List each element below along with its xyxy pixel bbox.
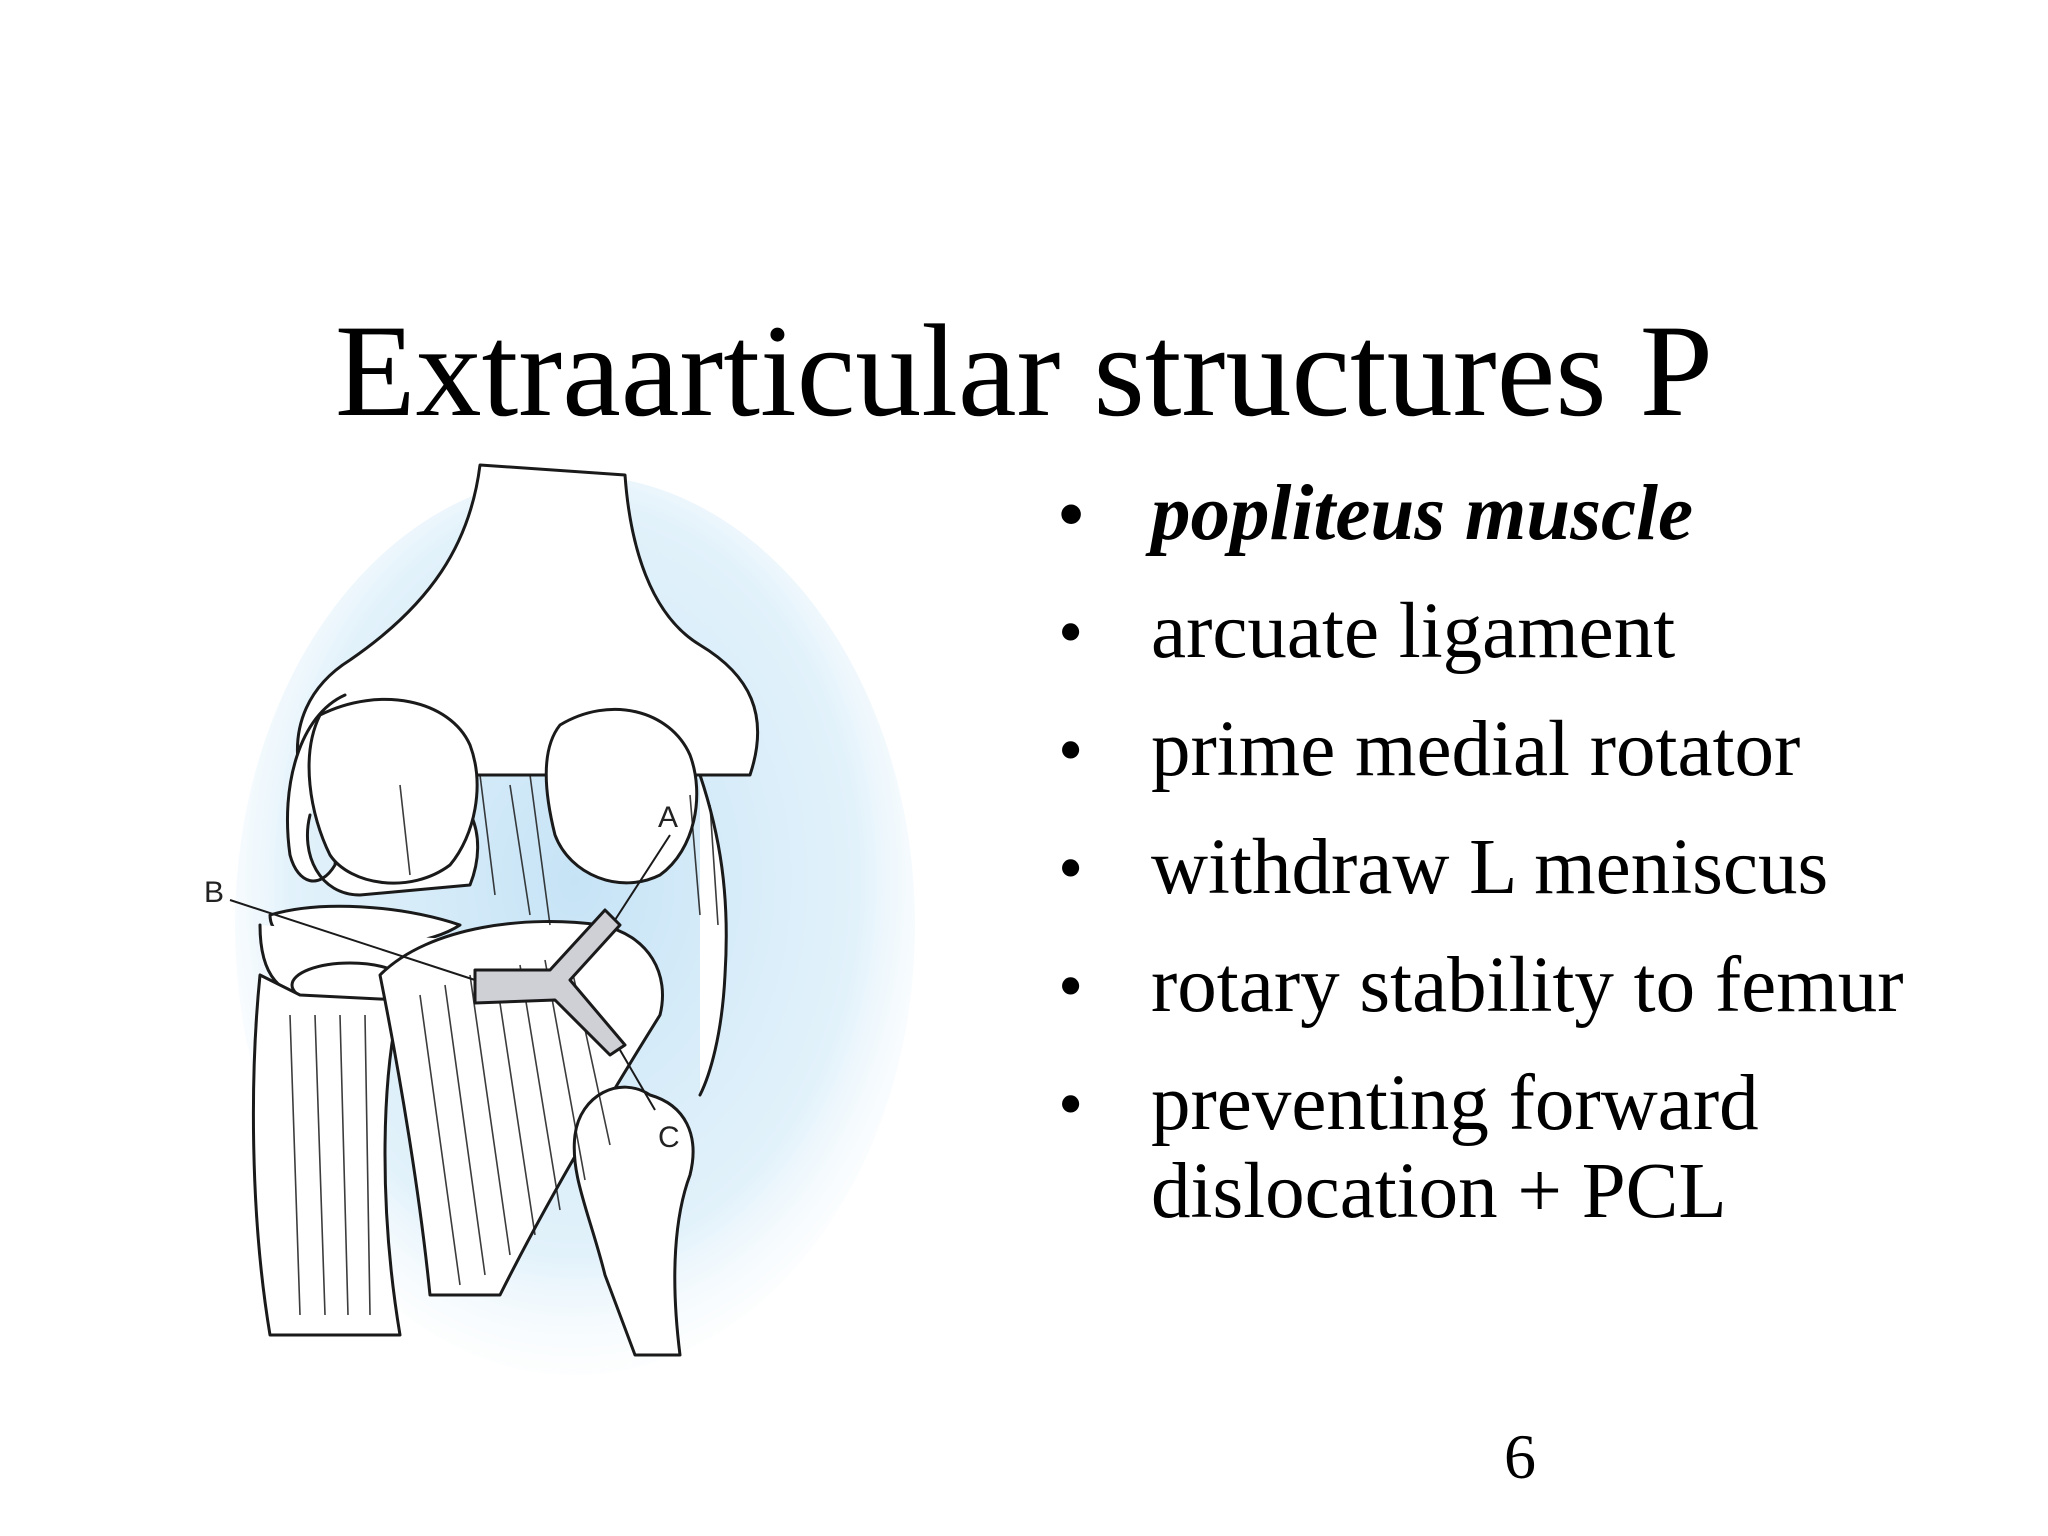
bullet-text: prime medial rotator bbox=[1151, 706, 1801, 793]
bullet-item bbox=[1058, 1060, 1978, 1236]
bullet-text: withdraw L meniscus bbox=[1151, 824, 1829, 911]
slide-title: Extraarticular structures P bbox=[334, 297, 1714, 445]
label-b: B bbox=[204, 876, 225, 909]
bullet-item bbox=[1058, 470, 1978, 558]
bullet-text: rotary stability to femur bbox=[1151, 942, 1904, 1029]
bullet-dot: • bbox=[1058, 1064, 1084, 1144]
page-number: 6 bbox=[1504, 1421, 1536, 1492]
knee-anatomy-illustration bbox=[204, 455, 950, 1385]
condyle-left bbox=[309, 699, 477, 883]
bullet-dot: • bbox=[1058, 474, 1084, 554]
bullet-dot: • bbox=[1058, 592, 1084, 672]
bullet-text: preventing forward dislocation + PCL bbox=[1151, 1060, 1759, 1235]
bullet-dot: • bbox=[1058, 828, 1084, 908]
bullet-text: arcuate ligament bbox=[1151, 588, 1676, 675]
label-a: A bbox=[658, 801, 679, 834]
label-c: C bbox=[658, 1121, 680, 1154]
bullet-item bbox=[1058, 824, 1978, 912]
bullet-item bbox=[1058, 942, 1978, 1030]
bullet-item bbox=[1058, 588, 1978, 676]
bullet-list bbox=[1058, 470, 1978, 1266]
bullet-text: popliteus muscle bbox=[1151, 470, 1694, 557]
hamstring-tendons bbox=[253, 975, 400, 1335]
bullet-dot: • bbox=[1058, 946, 1084, 1026]
bullet-dot: • bbox=[1058, 710, 1084, 790]
bullet-item bbox=[1058, 706, 1978, 794]
condyle-right bbox=[546, 709, 697, 882]
